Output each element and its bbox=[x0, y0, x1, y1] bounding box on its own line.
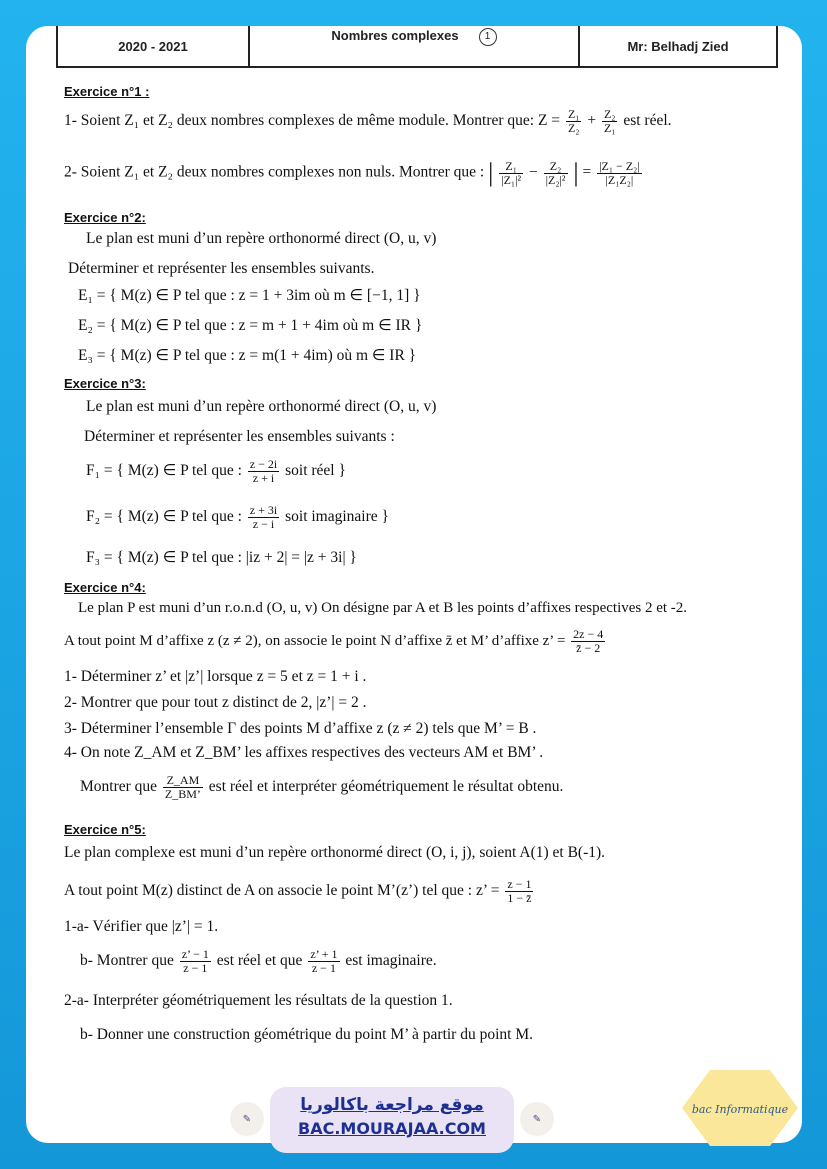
frac-num: z’ + 1 bbox=[310, 947, 338, 961]
page-mark: 1 bbox=[479, 28, 497, 46]
ex3-f1-pre: F₁ = { M(z) ∈ P tel que : bbox=[86, 462, 242, 480]
ex1-q1 bbox=[64, 108, 672, 135]
ex1-q2-frac-a bbox=[499, 160, 523, 187]
plus-sign: + bbox=[587, 112, 597, 130]
badge-label: bac Informatique bbox=[691, 1103, 789, 1116]
footer-arabic: موقع مراجعة باكالوريا bbox=[300, 1095, 484, 1115]
document-page bbox=[26, 26, 802, 1143]
frac-den: z − 1 bbox=[183, 961, 208, 975]
ex5-q1b-frac1 bbox=[180, 948, 211, 975]
ex2-task: Déterminer et représenter les ensembles suivants. bbox=[68, 260, 375, 277]
ex2-e3: E₃ = { M(z) ∈ P tel que : z = m(1 + 4im) où m ∈ IR } bbox=[78, 347, 417, 364]
frac-num: z’ − 1 bbox=[181, 947, 209, 961]
ex3-f3: F₃ = { M(z) ∈ P tel que : |iz + 2| = |z + 3i| } bbox=[86, 549, 357, 566]
ex1-q1-end: est réel. bbox=[623, 112, 672, 130]
ex1-q1-frac2 bbox=[602, 108, 618, 135]
right-logo-icon: ✎ bbox=[520, 1102, 554, 1136]
footer-url[interactable]: BAC.MOURAJAA.COM bbox=[298, 1119, 486, 1138]
frac-num: z − 2i bbox=[249, 457, 278, 471]
ex1-q1-frac1 bbox=[566, 108, 582, 135]
ex5-q1b-pre: b- Montrer que bbox=[80, 952, 174, 970]
ex4-q1: 1- Déterminer z’ et |z’| lorsque z = 5 et z = 1 + i . bbox=[64, 668, 367, 685]
ex5-l1: Le plan complexe est muni d’un repère orthonormé direct (O, i, j), soient A(1) et B(-1). bbox=[64, 844, 606, 861]
frac-num: |Z₁ − Z₂| bbox=[599, 158, 640, 173]
ex5-q2a: 2-a- Interpréter géométriquement les résultats de la question 1. bbox=[64, 992, 453, 1009]
frac-num: Z₁ bbox=[567, 107, 580, 121]
header-title-text: Nombres complexes bbox=[331, 28, 459, 43]
frac-den: z + i bbox=[252, 471, 275, 485]
left-logo-icon: ✎ bbox=[230, 1102, 264, 1136]
frac-num: z − 1 bbox=[507, 877, 532, 891]
ex4-l2 bbox=[64, 628, 607, 655]
ex5-q1b bbox=[80, 948, 437, 975]
ex3-title: Exercice n°3: bbox=[64, 376, 146, 391]
ex5-title: Exercice n°5: bbox=[64, 822, 146, 837]
frac-den: z̄ − 2 bbox=[576, 641, 601, 655]
frac-den: z − i bbox=[252, 517, 275, 531]
ex3-task: Déterminer et représenter les ensembles suivants : bbox=[84, 428, 395, 445]
frac-num: Z₁ bbox=[499, 160, 523, 174]
ex4-q3: 3- Déterminer l’ensemble Γ des points M d’affixe z (z ≠ 2) tels que M’ = B . bbox=[64, 720, 537, 737]
ex4-q4b-post: est réel et interpréter géométriquement le résultat obtenu. bbox=[208, 778, 564, 796]
frac-den: Z₂ bbox=[567, 121, 580, 135]
bac-informatique-badge bbox=[680, 1068, 800, 1148]
ex5-l2 bbox=[64, 878, 535, 905]
frac-den: |Z₂|² bbox=[545, 172, 566, 187]
frac-den: Z₁ bbox=[603, 121, 616, 135]
ex2-title: Exercice n°2: bbox=[64, 210, 146, 225]
ex5-q1b-frac2 bbox=[308, 948, 339, 975]
ex4-q4b-pre: Montrer que bbox=[80, 778, 158, 796]
frac-den: 1 − z̄ bbox=[507, 891, 532, 905]
ex5-l2-pre: A tout point M(z) distinct de A on associe le point M’(z’) tel que : z’ = bbox=[64, 882, 500, 900]
ex5-q1b-post: est imaginaire. bbox=[345, 952, 437, 970]
ex1-q2-frac-c bbox=[597, 160, 642, 187]
ex3-f2 bbox=[86, 504, 389, 531]
ex5-l2-frac bbox=[505, 878, 533, 905]
header-title bbox=[250, 26, 580, 66]
header-teacher: Mr: Belhadj Zied bbox=[627, 38, 729, 54]
ex4-q2: 2- Montrer que pour tout z distinct de 2, |z’| = 2 . bbox=[64, 694, 367, 711]
ex1-title: Exercice n°1 : bbox=[64, 84, 150, 99]
ex2-intro: Le plan est muni d’un repère orthonormé direct (O, u, v) bbox=[86, 230, 437, 247]
ex4-q4b-frac bbox=[163, 774, 203, 801]
ex3-intro: Le plan est muni d’un repère orthonormé direct (O, u, v) bbox=[86, 398, 437, 415]
ex4-q4b bbox=[80, 774, 563, 801]
ex4-q4: 4- On note Z_AM et Z_BM’ les affixes respectives des vecteurs AM et BM’ . bbox=[64, 744, 544, 761]
ex4-l1: Le plan P est muni d’un r.o.n.d (O, u, v) On désigne par A et B les points d’affixes respectives 2 et -2. bbox=[78, 600, 688, 616]
frac-num: Z₂ bbox=[544, 160, 568, 174]
ex3-f2-frac bbox=[248, 504, 279, 531]
ex5-q1b-mid: est réel et que bbox=[216, 952, 303, 970]
frac-num: 2z − 4 bbox=[573, 627, 604, 641]
ex2-e2: E₂ = { M(z) ∈ P tel que : z = m + 1 + 4im où m ∈ IR } bbox=[78, 317, 423, 334]
frac-num: Z_AM bbox=[163, 774, 203, 788]
ex1-q2: 2- Soient Z₁ et Z₂ deux nombres complexes non nuls. Montrer que : | $\frac{\text{Z₁}}{\text{|Z₁|²}}$ − $\frac{\text{Z₂}}{\text{|Z₂|²}}$ | = $\frac{\text{|Z₁ − Z₂|}}{\text{|Z₁Z₂|}}$ bbox=[64, 158, 640, 187]
frac-den: Z_BM’ bbox=[164, 787, 201, 801]
frac-num: Z₂ bbox=[603, 107, 616, 121]
ex1-q2-frac-b bbox=[544, 160, 568, 187]
equals-sign: = bbox=[582, 163, 592, 181]
frac-den: |Z₁|² bbox=[501, 172, 522, 187]
frac-den: z − 1 bbox=[311, 961, 336, 975]
frac-den: |Z₁Z₂| bbox=[605, 172, 634, 187]
header-year: 2020 - 2021 bbox=[58, 26, 250, 66]
ex3-f1-frac bbox=[248, 458, 279, 485]
frac-num: z + 3i bbox=[249, 503, 278, 517]
ex1-q1-text: 1- Soient Z₁ et Z₂ deux nombres complexes de même module. Montrer que: Z = bbox=[64, 112, 561, 130]
ex3-f2-post: soit imaginaire } bbox=[285, 508, 389, 526]
ex1-q2-text: 2- Soient Z₁ et Z₂ deux nombres complexes non nuls. Montrer que : bbox=[64, 163, 485, 181]
ex5-q1a: 1-a- Vérifier que |z’| = 1. bbox=[64, 918, 219, 935]
ex4-l2-frac bbox=[571, 628, 605, 655]
minus-sign: − bbox=[528, 163, 538, 181]
footer-banner[interactable] bbox=[270, 1087, 514, 1153]
ex3-f1 bbox=[86, 458, 346, 485]
header-table bbox=[56, 26, 778, 68]
ex5-q2b: b- Donner une construction géométrique du point M’ à partir du point M. bbox=[80, 1026, 533, 1043]
ex2-e1: E₁ = { M(z) ∈ P tel que : z = 1 + 3im où m ∈ [−1, 1] } bbox=[78, 287, 421, 304]
ex3-f2-pre: F₂ = { M(z) ∈ P tel que : bbox=[86, 508, 242, 526]
ex4-title: Exercice n°4: bbox=[64, 580, 146, 595]
ex3-f1-post: soit réel } bbox=[285, 462, 346, 480]
ex4-l2-pre: A tout point M d’affixe z (z ≠ 2), on associe le point N d’affixe z̄ et M’ d’affixe z’ = bbox=[64, 632, 566, 649]
